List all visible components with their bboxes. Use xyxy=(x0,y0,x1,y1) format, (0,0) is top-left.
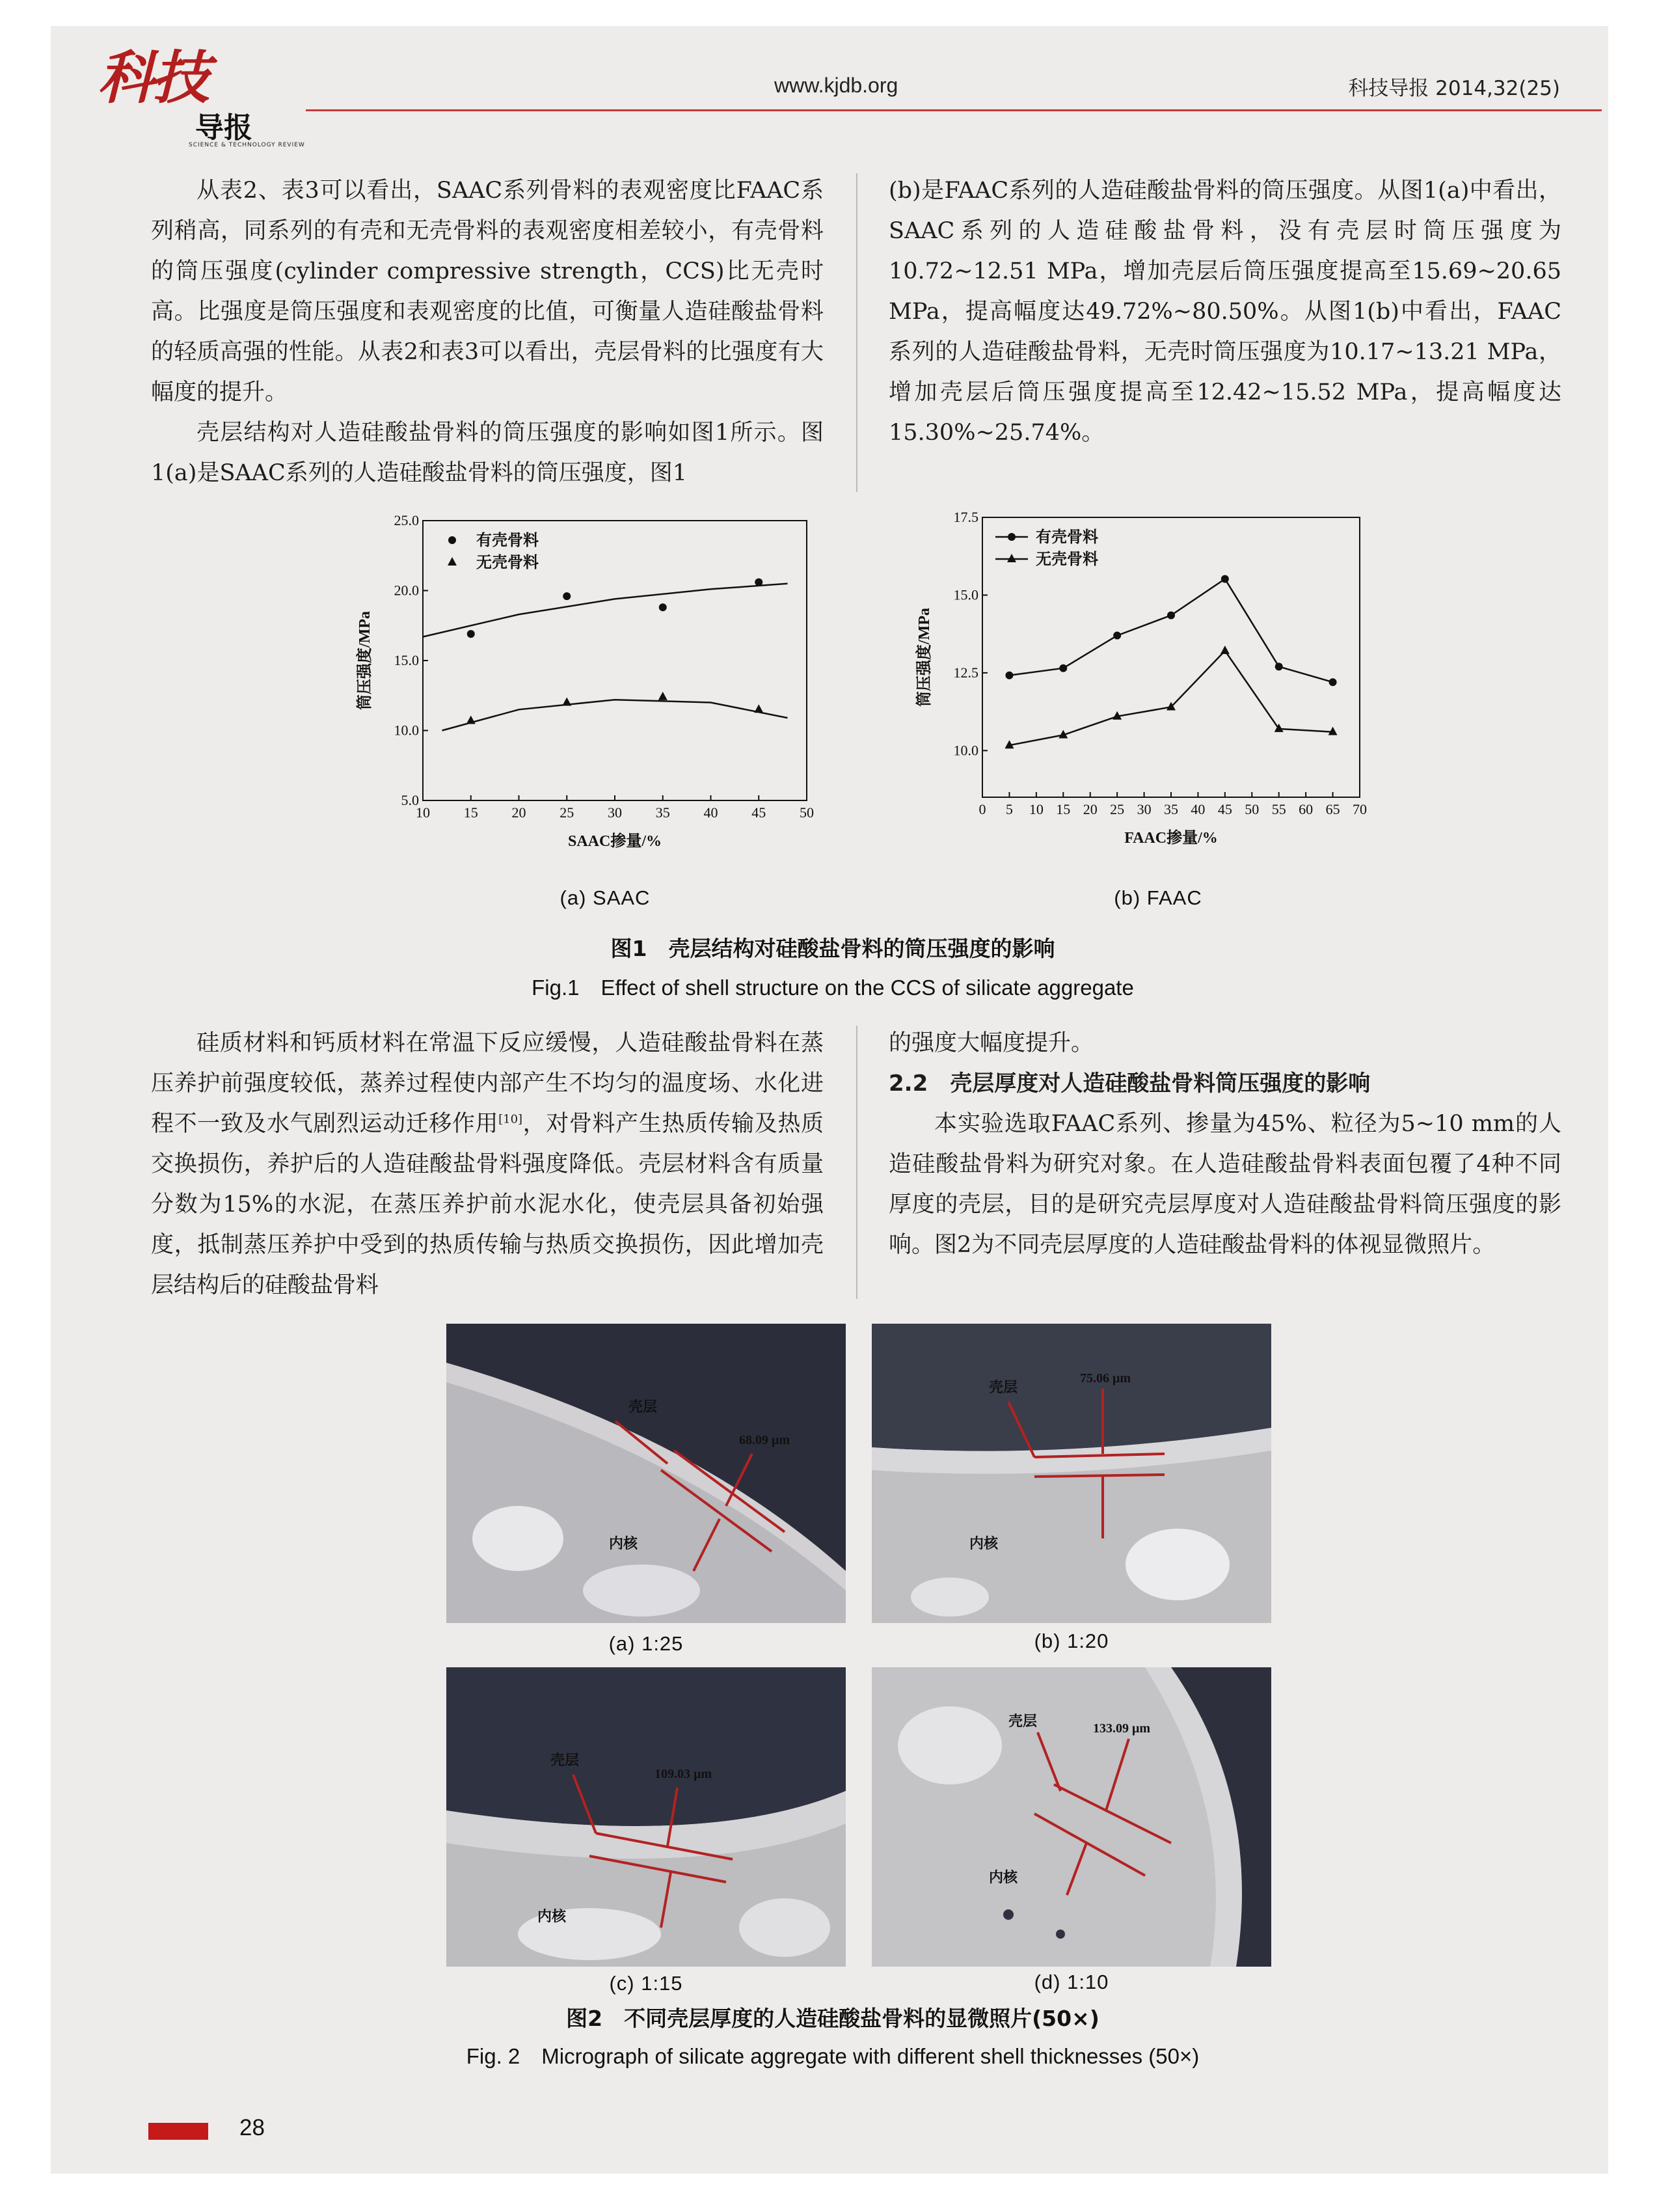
core-label: 内核 xyxy=(609,1535,638,1551)
header-rule xyxy=(306,109,1602,111)
x-tick-label: 20 xyxy=(1083,801,1098,817)
x-tick-label: 40 xyxy=(703,804,718,821)
data-point xyxy=(1221,575,1229,583)
column-divider xyxy=(856,173,857,492)
x-tick-label: 40 xyxy=(1191,801,1206,817)
legend-marker xyxy=(1007,554,1016,562)
data-point xyxy=(1005,672,1013,679)
journal-logo: 科技 xyxy=(98,44,208,111)
legend-marker xyxy=(1008,533,1016,541)
section-heading: 2.2 壳层厚度对人造硅酸盐骨料筒压强度的影响 xyxy=(889,1071,1371,1097)
y-tick-label: 5.0 xyxy=(401,792,419,808)
y-tick-label: 15.0 xyxy=(953,586,978,603)
data-point xyxy=(755,579,762,586)
y-tick-label: 20.0 xyxy=(394,582,419,599)
figure2-subcaption-d: (d) 1:10 xyxy=(1034,1971,1109,1993)
x-tick-label: 20 xyxy=(511,804,526,821)
thickness-label: 109.03 μm xyxy=(654,1767,712,1781)
y-tick-label: 17.5 xyxy=(953,509,978,525)
paragraph: 壳层结构对人造硅酸盐骨料的筒压强度的影响如图1所示。图1(a)是SAAC系列的人造硅酸盐骨料的筒压强度，图1 xyxy=(151,420,824,486)
core-label: 内核 xyxy=(989,1869,1018,1885)
data-point xyxy=(1221,646,1230,654)
x-tick-label: 50 xyxy=(800,804,814,821)
legend-marker xyxy=(448,557,457,566)
figure1-subcaption-b: (b) FAAC xyxy=(1114,886,1202,909)
figure2-subcaption-c: (c) 1:15 xyxy=(609,1972,683,1995)
data-point xyxy=(562,698,571,706)
trend-line-0 xyxy=(423,584,788,637)
figure2-subcaption-b: (b) 1:20 xyxy=(1034,1630,1109,1652)
figure1-chart-faac xyxy=(898,504,1405,869)
paragraph: 本实验选取FAAC系列、掺量为45%、粒径为5~10 mm的人造硅酸盐骨料为研究对象。在人造硅酸盐骨料表面包覆了4种不同厚度的壳层，目的是研究壳层厚度对人造硅酸盐骨料筒压强度的影响。图2为不同壳层厚度的人造硅酸盐骨料的体视显微照片。 xyxy=(889,1111,1561,1258)
legend-label: 有壳骨料 xyxy=(476,532,539,549)
thickness-label: 75.06 μm xyxy=(1080,1371,1131,1386)
data-point xyxy=(466,715,476,724)
legend-label: 有壳骨料 xyxy=(1036,529,1098,546)
shell-label: 壳层 xyxy=(550,1752,580,1768)
x-tick-label: 60 xyxy=(1299,801,1314,817)
paragraph: 硅质材料和钙质材料在常温下反应缓慢，人造硅酸盐骨料在蒸压养护前强度较低，蒸养过程使内部产生不均匀的温度场、水化进程不一致及水气剧烈运动迁移作用 xyxy=(151,1030,824,1137)
legend-label: 无壳骨料 xyxy=(1036,551,1098,568)
x-axis-label: FAAC掺量/% xyxy=(1124,830,1218,847)
y-tick-label: 10.0 xyxy=(953,742,978,759)
data-point xyxy=(1329,678,1337,686)
x-tick-label: 45 xyxy=(751,804,766,821)
figure2-caption-cn: 图2 不同壳层厚度的人造硅酸盐骨料的显微照片(50×) xyxy=(566,2006,1099,2031)
x-tick-label: 35 xyxy=(1164,801,1178,817)
journal-logo-subtitle: 导报 xyxy=(195,111,252,144)
x-tick-label: 45 xyxy=(1217,801,1232,817)
shell-label: 壳层 xyxy=(1008,1713,1038,1729)
data-point xyxy=(1167,612,1175,620)
y-tick-label: 25.0 xyxy=(394,512,419,528)
column-divider xyxy=(856,1026,857,1299)
citation-reference[interactable]: [10] xyxy=(498,1112,523,1126)
micrograph-c xyxy=(446,1667,846,1967)
x-tick-label: 25 xyxy=(560,804,574,821)
paragraph: 从表2、表3可以看出，SAAC系列骨料的表观密度比FAAC系列稍高，同系列的有壳和无壳骨料的表观密度相差较小，有壳骨料的筒压强度(cylinder compressive strength，CCS)比无壳时高。比强度是筒压强度和表观密度的比值，可衡量人造硅酸盐骨料的轻质高强的性能。从表2和表3可以看出，壳层骨料的比强度有大幅度的提升。 xyxy=(151,178,824,405)
x-tick-label: 15 xyxy=(1056,801,1071,817)
x-tick-label: 30 xyxy=(1137,801,1152,817)
figure2-caption-en: Fig. 2 Micrograph of silicate aggregate with different shell thicknesses (50×) xyxy=(466,2044,1200,2068)
data-point xyxy=(1059,664,1067,672)
shell-label: 壳层 xyxy=(628,1399,658,1415)
figure1-subcaption-a: (a) SAAC xyxy=(560,886,651,909)
figure1-caption-en: Fig.1 Effect of shell structure on the CCS of silicate aggregate xyxy=(532,976,1134,1000)
y-axis-label: 筒压强度/MPa xyxy=(357,611,373,710)
header-journal-issue: 科技导报 2014,32(25) xyxy=(1348,77,1560,100)
footer-accent-bar xyxy=(148,2123,208,2140)
legend-label: 无壳骨料 xyxy=(476,554,539,571)
x-tick-label: 30 xyxy=(608,804,622,821)
data-point xyxy=(563,592,571,600)
series-line-1 xyxy=(1009,651,1332,745)
data-point xyxy=(1113,632,1121,640)
micrograph-a xyxy=(446,1324,846,1623)
header-url[interactable]: www.kjdb.org xyxy=(774,74,898,97)
page-number: 28 xyxy=(239,2115,265,2140)
x-tick-label: 15 xyxy=(463,804,478,821)
core-label: 内核 xyxy=(969,1535,999,1551)
x-axis-label: SAAC掺量/% xyxy=(567,833,662,850)
data-point xyxy=(658,692,668,700)
x-tick-label: 5 xyxy=(1005,801,1013,817)
figure1-chart-saac xyxy=(338,508,846,872)
x-tick-label: 35 xyxy=(655,804,670,821)
paragraph: 的强度大幅度提升。 xyxy=(889,1030,1094,1056)
figure2-subcaption-a: (a) 1:25 xyxy=(608,1632,684,1655)
figure1-caption-cn: 图1 壳层结构对硅酸盐骨料的筒压强度的影响 xyxy=(610,936,1055,961)
thickness-label: 133.09 μm xyxy=(1093,1721,1150,1736)
micrograph-d xyxy=(872,1667,1271,1967)
legend-marker xyxy=(448,536,456,544)
body-mid-left-column xyxy=(151,1023,824,1305)
y-tick-label: 12.5 xyxy=(953,664,978,681)
x-tick-label: 0 xyxy=(978,801,986,817)
data-point xyxy=(467,630,475,638)
x-tick-label: 25 xyxy=(1110,801,1125,817)
x-tick-label: 55 xyxy=(1271,801,1286,817)
x-tick-label: 65 xyxy=(1325,801,1340,817)
x-tick-label: 10 xyxy=(1029,801,1044,817)
y-axis-label: 筒压强度/MPa xyxy=(916,608,933,707)
x-tick-label: 10 xyxy=(416,804,430,821)
x-tick-label: 50 xyxy=(1245,801,1260,817)
micrograph-b xyxy=(872,1324,1271,1623)
body-top-right-column xyxy=(889,171,1561,453)
core-label: 内核 xyxy=(537,1908,567,1924)
thickness-label: 68.09 μm xyxy=(739,1433,790,1447)
body-top-left-column xyxy=(151,171,824,493)
series-line-0 xyxy=(1009,579,1332,683)
x-tick-label: 70 xyxy=(1353,801,1367,817)
journal-logo-english: SCIENCE & TECHNOLOGY REVIEW xyxy=(189,142,305,148)
y-tick-label: 15.0 xyxy=(394,652,419,668)
y-tick-label: 10.0 xyxy=(394,722,419,739)
body-mid-right-column xyxy=(889,1023,1561,1265)
data-point xyxy=(754,704,763,713)
trend-line-1 xyxy=(442,700,788,730)
data-point xyxy=(1275,662,1283,670)
shell-label: 壳层 xyxy=(989,1379,1018,1395)
paragraph: (b)是FAAC系列的人造硅酸盐骨料的筒压强度。从图1(a)中看出，SAAC系列的人造硅酸盐骨料，没有壳层时筒压强度为10.72~12.51 MPa，增加壳层后筒压强度提高至15.69~20.65 MPa，提高幅度达49.72%~80.50%。从图1(b)中看出，FAAC系列的人造硅酸盐骨料，无壳时筒压强度为10.17~13.21 MPa，增加壳层后筒压强度提高至12.42~15.52 MPa，提高幅度达15.30%~25.74%。 xyxy=(889,178,1561,446)
paragraph-continued: ，对骨料产生热质传输及热质交换损伤，养护后的人造硅酸盐骨料强度降低。壳层材料含有质量分数为15%的水泥，在蒸压养护前水泥水化，使壳层具备初始强度，抵制蒸压养护中受到的热质传输与热质交换损伤，因此增加壳层结构后的硅酸盐骨料 xyxy=(151,1111,824,1298)
data-point xyxy=(659,603,667,611)
